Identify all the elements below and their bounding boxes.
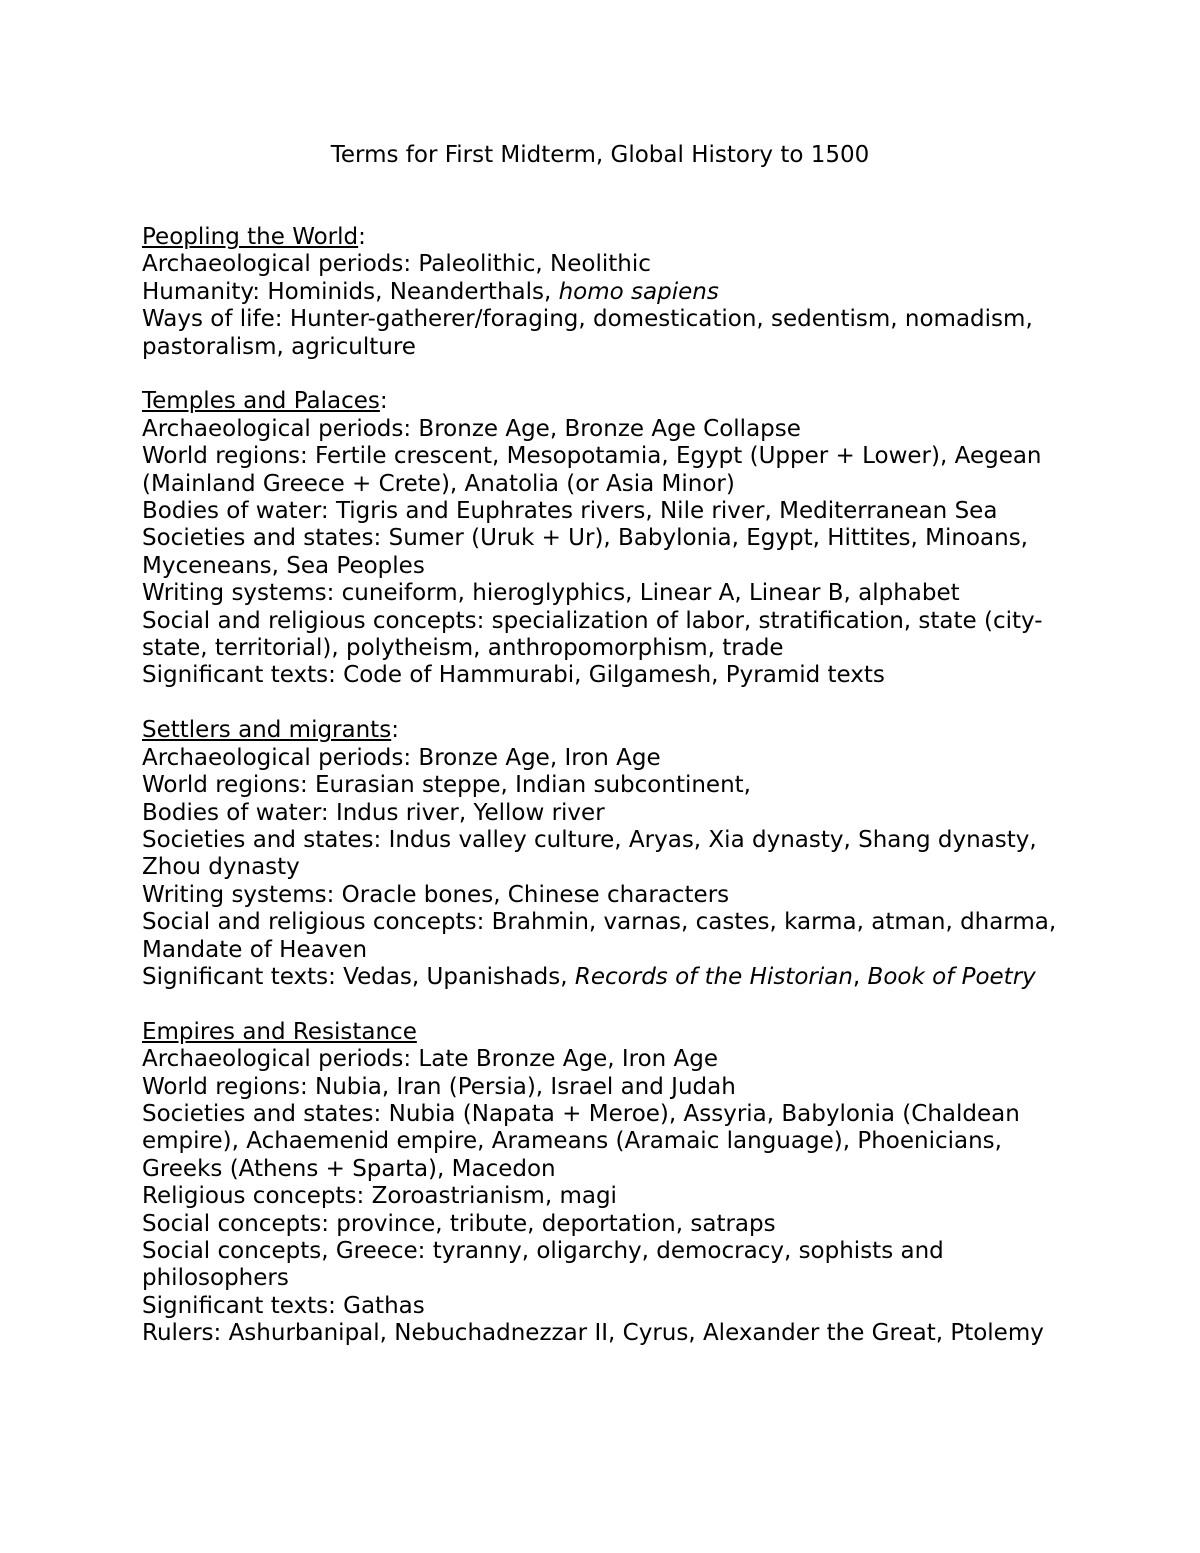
term-line <box>142 745 1072 772</box>
term-text: Fertile crescent, Mesopotamia, Egypt (Upper + Lower), Aegean (Mainland Greece + Crete), Anatolia (or Asia Minor) <box>142 443 1042 497</box>
term-text: Hunter-gatherer/foraging, domestication, sedentism, nomadism, pastoralism, agriculture <box>142 306 1033 360</box>
term-line <box>142 1074 1072 1101</box>
term-italic: Records of the Historian <box>574 963 853 990</box>
term-line <box>142 1101 1072 1183</box>
term-text: Vedas, Upanishads, <box>335 963 575 990</box>
term-line <box>142 909 1072 964</box>
term-line <box>142 1046 1072 1073</box>
term-text: Code of Hammurabi, Gilgamesh, Pyramid texts <box>335 662 885 689</box>
section-heading <box>142 388 1072 415</box>
term-text: Gathas <box>335 1292 425 1319</box>
term-italic: homo sapiens <box>558 278 719 305</box>
document-title: Terms for First Midterm, Global History to 1500 <box>330 142 870 168</box>
term-text: Zoroastrianism, magi <box>364 1183 617 1210</box>
term-label: Bodies of water: <box>142 498 329 525</box>
term-line <box>142 772 1072 799</box>
document-body <box>142 224 1072 1375</box>
term-text: tyranny, oligarchy, democracy, sophists and philosophers <box>142 1237 944 1292</box>
term-label: Significant texts: <box>142 662 336 689</box>
term-label: Societies and states: <box>142 826 382 853</box>
term-label: Archaeological periods: <box>142 744 412 771</box>
term-line <box>142 1211 1072 1238</box>
term-text: Bronze Age, Bronze Age Collapse <box>411 415 801 442</box>
term-label: Social concepts, Greece: <box>142 1237 426 1264</box>
term-label: Societies and states: <box>142 1100 382 1127</box>
term-text: Nubia (Napata + Meroe), Assyria, Babylonia (Chaldean empire), Achaemenid empire, Arameans (Aramaic language), Phoenicians, Greeks (Athens + Sparta), Macedon <box>142 1100 1020 1182</box>
section-heading-text: Settlers and migrants <box>142 717 392 744</box>
term-text: specialization of labor, stratification, state (city-state, territorial), polytheism, anthropomorphism, trade <box>142 607 1043 662</box>
section-heading-colon: : <box>358 224 366 250</box>
term-label: World regions: <box>142 772 308 799</box>
term-line <box>142 800 1072 827</box>
term-line <box>142 525 1072 580</box>
term-line <box>142 251 1072 278</box>
term-line <box>142 443 1072 498</box>
section-settlers-and-migrants <box>142 717 1072 991</box>
term-line <box>142 964 1072 991</box>
term-italic: Book of Poetry <box>867 963 1036 990</box>
term-label: Rulers: <box>142 1320 222 1347</box>
term-text: Paleolithic, Neolithic <box>411 251 651 278</box>
term-label: Archaeological periods: <box>142 251 412 278</box>
term-line <box>142 1293 1072 1320</box>
term-text: Ashurbanipal, Nebuchadnezzar II, Cyrus, Alexander the Great, Ptolemy <box>221 1320 1044 1347</box>
term-label: Significant texts: <box>142 963 336 990</box>
term-text: Nubia, Iran (Persia), Israel and Judah <box>307 1073 736 1100</box>
term-label: Religious concepts: <box>142 1183 365 1210</box>
term-text: Tigris and Euphrates rivers, Nile river, Mediterranean Sea <box>328 498 998 525</box>
section-heading-colon: : <box>391 717 399 744</box>
term-label: Ways of life: <box>142 306 283 333</box>
term-line <box>142 1320 1072 1347</box>
term-label: Societies and states: <box>142 525 382 552</box>
term-label: Writing systems: <box>142 580 335 607</box>
section-empires-and-resistance <box>142 1019 1072 1348</box>
term-text: Brahmin, varnas, castes, karma, atman, dharma, Mandate of Heaven <box>142 909 1057 963</box>
section-heading <box>142 717 1072 744</box>
term-line <box>142 662 1072 689</box>
term-text: province, tribute, deportation, satraps <box>328 1210 776 1237</box>
term-text: Late Bronze Age, Iron Age <box>411 1046 719 1073</box>
term-label: World regions: <box>142 1073 308 1100</box>
term-line <box>142 498 1072 525</box>
term-label: Archaeological periods: <box>142 415 412 442</box>
term-text: Eurasian steppe, Indian subcontinent, <box>307 772 751 799</box>
section-temples-and-palaces <box>142 388 1072 689</box>
term-line <box>142 580 1072 607</box>
term-label: Social concepts: <box>142 1210 329 1237</box>
term-line <box>142 827 1072 882</box>
section-heading-text: Temples and Palaces <box>142 388 380 415</box>
term-line <box>142 608 1072 663</box>
term-text: Hominids, Neanderthals, <box>260 278 559 305</box>
term-label: Significant texts: <box>142 1292 336 1319</box>
section-peopling-the-world <box>142 224 1072 361</box>
term-text: Bronze Age, Iron Age <box>411 744 661 771</box>
term-label: Archaeological periods: <box>142 1046 412 1073</box>
section-heading-text: Peopling the World <box>142 224 359 250</box>
term-label: World regions: <box>142 443 308 470</box>
term-label: Bodies of water: <box>142 799 329 826</box>
term-label: Social and religious concepts: <box>142 909 485 936</box>
term-line <box>142 279 1072 306</box>
term-line <box>142 416 1072 443</box>
term-text: Sumer (Uruk + Ur), Babylonia, Egypt, Hittites, Minoans, Myceneans, Sea Peoples <box>142 525 1028 579</box>
section-heading-colon: : <box>379 388 388 415</box>
section-heading <box>142 224 1072 251</box>
term-text: Indus valley culture, Aryas, Xia dynasty, Shang dynasty, Zhou dynasty <box>142 826 1037 881</box>
term-line <box>142 306 1072 361</box>
section-heading <box>142 1019 1072 1046</box>
term-label: Social and religious concepts: <box>142 607 485 634</box>
term-text: , <box>852 963 868 990</box>
term-label: Writing systems: <box>142 881 335 908</box>
term-text: cuneiform, hieroglyphics, Linear A, Linear B, alphabet <box>334 580 960 607</box>
section-heading-text: Empires and Resistance <box>142 1018 417 1045</box>
term-text: Oracle bones, Chinese characters <box>334 881 730 908</box>
term-line <box>142 1183 1072 1210</box>
term-line <box>142 882 1072 909</box>
term-text: Indus river, Yellow river <box>328 799 605 826</box>
term-line <box>142 1238 1072 1293</box>
term-label: Humanity: <box>142 278 261 305</box>
